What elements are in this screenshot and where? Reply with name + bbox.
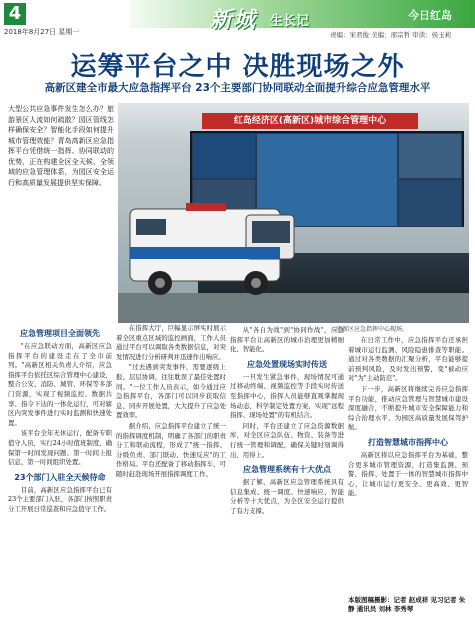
section-heading: 打造智慧城市指挥中心 [368, 437, 448, 447]
paragraph: "在应急联动方面，高新区应急指挥平台的建设走在了全市前列。"高新区相关负责人介绍，应急指挥平台依托区综合管理中心建设，整合公安、消防、城管、环保等多部门资源，实现了视频监控、数据共享、指令下达的一体化运行，可对辖区内突发事件进行实时监测和快速处置。 [8, 342, 112, 427]
section-heading: 应急处置现场实时传送 [247, 359, 327, 369]
section-heading: 应急管理系统有十大优点 [243, 465, 331, 475]
masthead [0, 0, 475, 38]
paragraph: 从"各自为战"到"协同作战"，应急指挥平台让高新区的城市治理更加精细化、智能化。 [230, 326, 344, 354]
paragraph: 高新区将以应急指挥平台为基础，整合更多城市管理资源，打造集监测、预警、指挥、处置于一体的智慧城市指挥中心，让城市运行更安全、更高效、更智能。 [348, 450, 468, 498]
article-column-3 [230, 326, 344, 518]
paper-section-tag: 今日红岛 [408, 9, 452, 22]
lead-paragraph: 大型公共应急事件发生怎么办？旅游景区人流如何疏散？园区管线怎样确保安全？智能化手段如何提升城市管理效能？青岛高新区应急指挥平台凭借统一指挥、协同联动的优势，正在构建全区全天候、全领域的应急管理体系，为园区安全运行和高质量发展提供坚实保障。 [8, 105, 114, 187]
photo-banner-text: 红岛经济区(高新区)城市综合管理中心 [233, 116, 387, 126]
paragraph: 该平台全年无休运行，配备专职值守人员，实行24小时值班制度，确保第一时间发现问题、第一时间上报信息、第一时间组织处置。 [8, 429, 112, 467]
column-subtitle: 生长记 [270, 14, 310, 29]
paragraph: 一旦发生紧急事件，现场情况可通过移动终端、视频监控等手段实时传送至指挥中心，指挥人员能够直观掌握现场动态，科学制定处置方案，实现"远程指挥、现场处置"的有机结合。 [230, 372, 344, 420]
command-vehicle [126, 195, 301, 305]
paragraph: 据了解，高新区应急管理系统具有信息集成、统一调度、快速响应、智能分析等十大优点，为全区安全运行提供了有力支撑。 [230, 478, 344, 515]
paragraph: 据介绍，应急指挥平台建立了统一的指挥调度机制，明确了各部门的职责分工和联动流程，形成了"统一指挥、分级负责、部门联动、快速反应"的工作格局。平台还配备了移动指挥车，可随时赶赴现场开展指挥调度工作。 [116, 421, 226, 478]
video-screen [398, 179, 462, 227]
article-column-1 [8, 324, 112, 516]
command-center-photo [118, 103, 469, 323]
paragraph: 下一步，高新区将继续完善应急指挥平台功能，推动应急管理与智慧城市建设深度融合，不断提升城市安全保障能力和综合治理水平，为园区高质量发展保驾护航。 [348, 384, 468, 432]
photo-byline: 本版图稿摄影：记者 赵成祥 见习记者 朱静 通讯员 刘林 李秀琴 [348, 596, 466, 613]
paragraph: 在日常工作中，应急指挥平台还承担着城市运行监测、风险隐患排查等职能。通过对各类数据的汇聚分析，平台能够提前预判风险，及时发出预警，变"被动应对"为"主动防范"。 [348, 336, 468, 383]
photo-banner [202, 113, 418, 129]
issue-date: 2018年8月27日 星期一 [4, 28, 80, 36]
section-heading: 应急管理项目全面领先 [20, 329, 100, 338]
video-screen [192, 133, 256, 179]
photo-caption: 高新区应急指挥中心现场。 [336, 326, 409, 333]
paragraph: 在指挥大厅，巨幅显示屏实时展示着全区重点区域的监控画面，工作人员通过平台可以调取各类数据信息，对突发情况进行分析研判并迅速作出响应。 [116, 324, 226, 361]
paragraph: "过去遇到突发事件，需要逐级上报、层层协调，往往耽误了最佳处置时间。"一位工作人员表示，如今通过应急指挥平台，各部门可以同步获取信息、同步开展处置，大大提升了应急处置效率。 [116, 363, 226, 420]
page-number: 4 [4, 3, 26, 25]
editor-credits: 责编：宋君俊 美编：邢宗哲 审读：侯玉莉 [330, 31, 452, 39]
section-heading: 23个部门入驻全天候待命 [14, 472, 106, 482]
article-column-2 [116, 324, 226, 481]
article-column-4 [348, 336, 468, 500]
paragraph: 同时，平台还建立了应急资源数据库，对全区应急队伍、物资、装备等进行统一管理和调配，确保关键时刻调得出、用得上。 [230, 421, 344, 459]
paragraph: 目前，高新区应急指挥平台已有23个主要部门入驻，各部门按照职责分工开展日常巡查和应急值守工作。 [8, 485, 112, 513]
subheadline: 高新区建全市最大应急指挥平台 23个主要部门协同联动全面提升综合应急管理水平 [44, 82, 431, 94]
headline: 运筹平台之中 决胜现场之外 [70, 52, 405, 82]
column-name: 新城 [210, 7, 257, 33]
video-screen [398, 133, 462, 179]
